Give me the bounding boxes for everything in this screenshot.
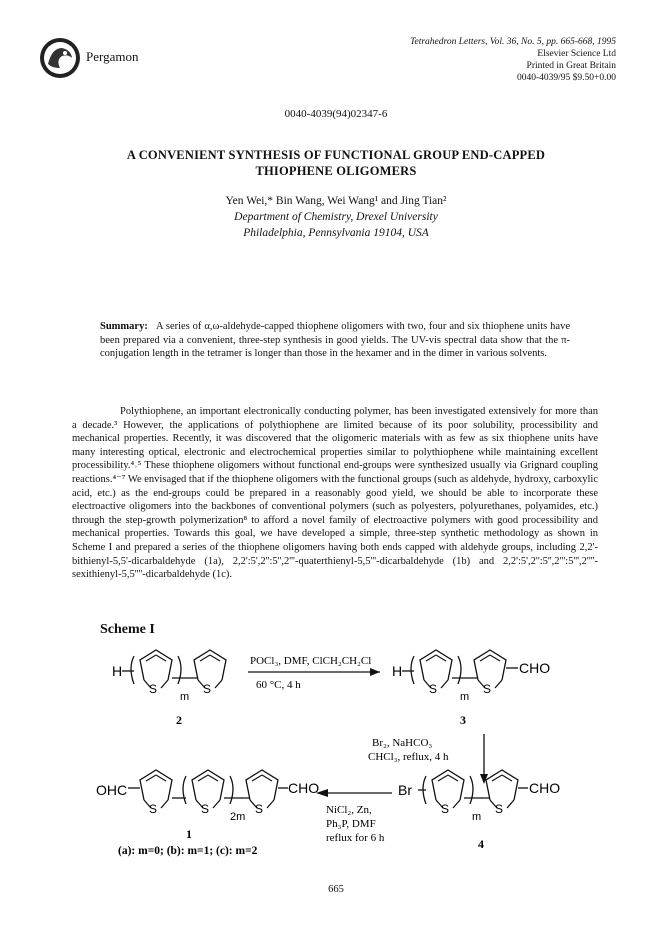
cmpd1-s3: S [255,802,264,816]
article-code: 0040-4039(94)02347-6 [284,108,388,120]
cmpd1-variants: (a): m=0; (b): m=1; (c): m=2 [118,845,258,857]
cmpd4-m: m [472,811,482,823]
publisher-name: Pergamon [86,49,139,64]
step1-conditions: 60 °C, 4 h [256,679,301,691]
cmpd1-label: 1 [186,827,192,841]
cmpd4-cho: CHO [529,780,561,796]
affiliation-line-1: Department of Chemistry, Drexel University [234,211,438,223]
journal-line: Tetrahedron Letters, Vol. 36, No. 5, pp. 665-668, 1995 [410,37,616,47]
page-number: 665 [328,884,344,895]
cmpd2-s1: S [149,682,158,696]
step2-line2: CHCl₃, reflux, 4 h [368,751,449,763]
cmpd2-label: 2 [176,713,182,727]
step3-line3: reflux for 6 h [326,832,385,844]
title-line-2: THIOPHENE OLIGOMERS [255,164,417,178]
cmpd1-s2: S [201,802,210,816]
cmpd4-s1: S [441,802,450,816]
body-paragraph: Polythiophene, an important electronically conducting polymer, has been investigated extensively for more than a decade.³ However, the applications of polythiophene are limited because of its poor solubility, processibility and mechanical properties. Recently, it was discovered that the oligomeric materials with as few as six thiophene units have many interesting optical, electronic and electrochemical properties similar to polythiophene while maintaining excellent processibility.⁴˒⁵ These thiophene oligomers without functional end-groups were synthesized usually via Grignard coupling reactions.⁴⁻⁷ We envisaged that if the thiophene oligomers with the functional groups (such as aldehyde, hydroxy, carboxylic acid, etc.) as the end-groups could be prepared in a reasonably good yield, we should be able to incorporate these electroactive oligomers into the backbones of conventional polymers (such as polyesters, polyurethanes, polyamides, etc.) through the step-growth polymerization⁸ to afford a novel family of electroactive polymers with good processibility and mechanical properties. Towards this goal, we have developed a simple, three-step synthetic methodology as shown in Scheme I and prepared a series of the thiophene oligomers having both ends capped with aldehyde groups, including 2,2'-bithienyl-5,5'-dicarbaldehyde (1a), 2,2':5',2'':5'',2'''-quaterthienyl-5,5'''-dicarbaldehyde (1b) and 2,2':5',2'':5'',2''':5''',2''''-sexithienyl-5,5''''-dicarbaldehyde (1c). [72,406,598,581]
cmpd4-s2: S [495,802,504,816]
step3-line2: Ph₃P, DMF [326,818,376,830]
cmpd1-s1: S [149,802,158,816]
title-line-1: A CONVENIENT SYNTHESIS OF FUNCTIONAL GROUP END-CAPPED [126,148,546,162]
cmpd4-label: 4 [478,837,484,851]
summary-text: A series of α,ω-aldehyde-capped thiophene oligomers with two, four and six thiophene units have been prepared via a convenient, three-step synthesis in good yields. The UV-vis spectral data show that the π-conjugation length in the tetramer is longer than those in the hexamer and in the dimer in various solvents. [100,321,570,360]
paper-title [90,147,582,179]
summary-label: Summary: [100,321,148,332]
step3-line1: NiCl₂, Zn, [326,804,372,816]
scheme-title: Scheme I [100,622,155,637]
cmpd1-2m: 2m [230,811,246,823]
step1-reagents: POCl₃, DMF, ClCH₂CH₂Cl [250,655,372,667]
printed-line: Printed in Great Britain [526,61,616,71]
pergamon-logo [38,36,82,80]
step2-line1: Br₂, NaHCO₃ [372,737,433,749]
cmpd3-cho: CHO [519,660,551,676]
publisher-line: Elsevier Science Ltd [537,49,616,59]
summary [100,320,570,361]
cmpd2-h-label: H [112,663,123,679]
journal-reference [256,36,616,84]
scheme-diagram [0,638,672,878]
cmpd3-m: m [460,691,470,703]
cmpd4-br: Br [398,782,412,798]
cmpd2-s2: S [203,682,212,696]
cmpd1-cho: CHO [288,780,320,796]
cmpd2-m: m [180,691,190,703]
affiliation-line-2: Philadelphia, Pennsylvania 19104, USA [243,227,429,239]
cmpd3-s1: S [429,682,438,696]
price-line: 0040-4039/95 $9.50+0.00 [516,73,616,83]
cmpd3-label: 3 [460,713,466,727]
authors: Yen Wei,* Bin Wang, Wei Wang¹ and Jing Tian² [225,195,447,207]
cmpd3-h-label: H [392,663,403,679]
cmpd1-ohc: OHC [96,782,128,798]
cmpd3-s2: S [483,682,492,696]
